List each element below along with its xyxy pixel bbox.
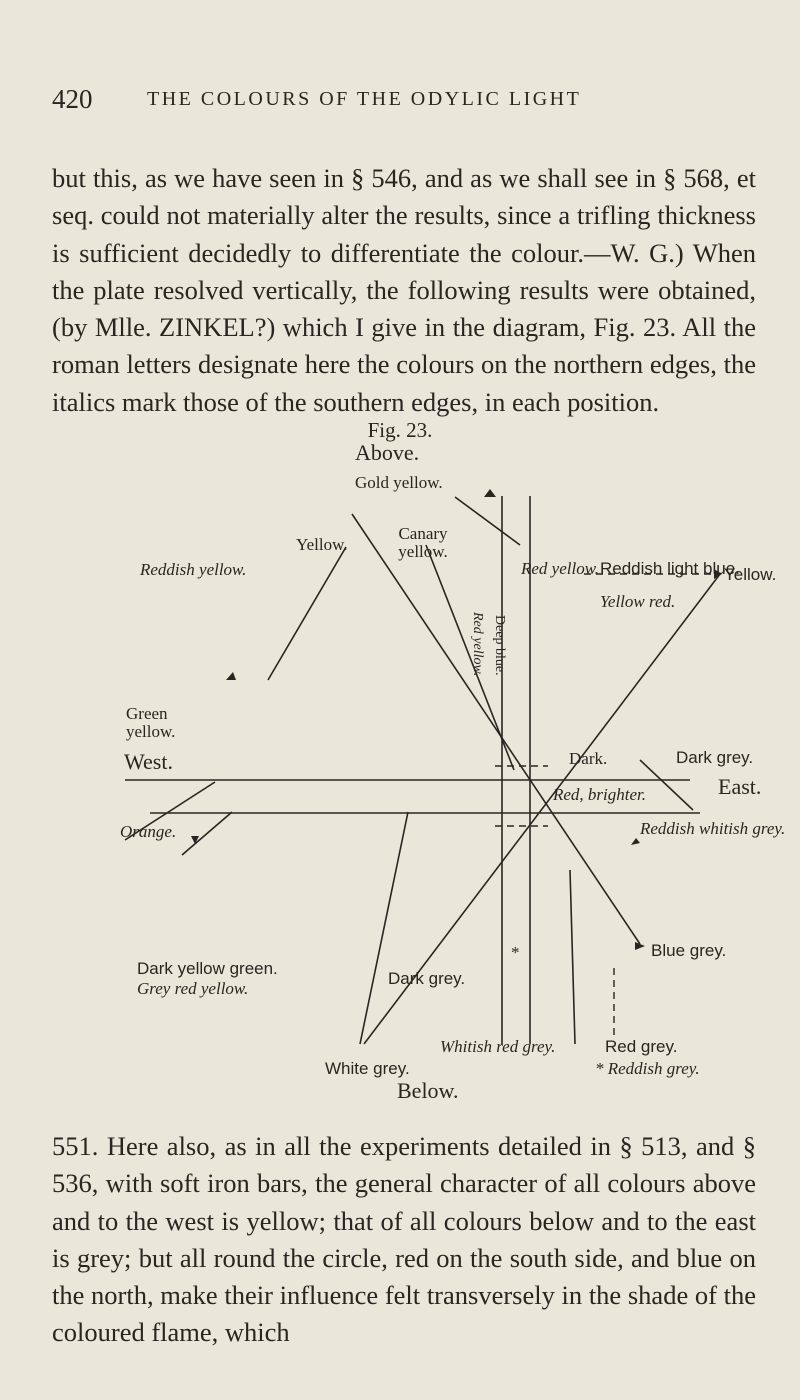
label-reddish-whitish-grey: Reddish whitish grey. — [640, 819, 786, 838]
fan-line-1 — [268, 547, 346, 680]
label-west: West. — [124, 749, 173, 774]
label-dark-grey-south: Dark grey. — [388, 969, 466, 988]
fan-line-6 — [570, 870, 575, 1044]
label-green-yellow: Green yellow. — [126, 704, 176, 741]
diagonal-nw-se — [352, 514, 640, 944]
arrow-green-yellow — [226, 672, 236, 680]
label-vertical-red-yellow: Red yellow. — [470, 612, 485, 677]
fan-line-7 — [182, 812, 232, 855]
label-yellow-red: Yellow red. — [600, 592, 676, 611]
label-dark-grey-east: Dark grey. — [676, 748, 754, 767]
label-red-yellow: Red yellow. — [521, 559, 600, 578]
paragraph-intro: but this, as we have seen in § 546, and as we shall see in § 568, et seq. could not materially alter the results, since a trifling thickness is sufficient decidedly to differentiate the colour.—W. G.) When the plate resolved vertically, the following results were obtained, (by Mlle. ZINKEL?) which I give in the diagram, Fig. 23. All the roman letters designate here the colours on the northern edges, the italics mark those of the southern edges, in each position. — [52, 163, 756, 417]
arrow-gold-yellow — [484, 489, 496, 497]
label-orange: Orange. — [120, 822, 177, 841]
page-number: 420 — [52, 84, 93, 114]
label-grey-red-yellow: Grey red yellow. — [137, 979, 249, 998]
label-blue-grey: Blue grey. — [651, 941, 727, 960]
label-dark-yellow-green: Dark yellow green. — [137, 959, 278, 978]
label-east: East. — [718, 774, 762, 799]
label-yellow-east: Yellow. — [724, 565, 777, 584]
label-reddish-grey: * Reddish grey. — [595, 1059, 700, 1078]
label-red-brighter: Red, brighter. — [553, 785, 647, 804]
arrow-reddish-whitish — [631, 838, 640, 845]
label-white-grey: White grey. — [325, 1059, 410, 1078]
label-gold-yellow: Gold yellow. — [355, 473, 443, 492]
label-dark: Dark. — [569, 749, 608, 768]
label-star: * — [511, 943, 520, 962]
running-head: THE COLOURS OF THE ODYLIC LIGHT — [147, 88, 582, 110]
paragraph-551: 551. Here also, as in all the experiments detailed in § 513, and § 536, with soft iron bars, the general character of all colours above and to the west is yellow; that of all colours below and to the east is grey; but all round the circle, red on the south side, and blue on the north, make their influence felt transversely in the shade of the coloured flame, which — [52, 1131, 756, 1348]
label-reddish-yellow-west: Reddish yellow. — [140, 560, 247, 579]
figure-title: Fig. 23. — [367, 418, 433, 442]
label-vertical-deep-blue: Deep blue. — [492, 615, 507, 676]
label-above: Above. — [355, 440, 420, 465]
label-below: Below. — [397, 1078, 459, 1103]
fan-line-8 — [640, 760, 693, 810]
arrow-orange — [191, 836, 199, 844]
fan-line-5 — [360, 812, 408, 1044]
label-reddish-light-blue: Reddish light blue. — [600, 559, 740, 578]
label-whitish-red-grey: Whitish red grey. — [440, 1037, 556, 1056]
label-yellow-top: Yellow. — [296, 535, 348, 554]
label-red-grey: Red grey. — [605, 1037, 678, 1056]
label-canary-yellow: Canary yellow. — [398, 524, 448, 561]
